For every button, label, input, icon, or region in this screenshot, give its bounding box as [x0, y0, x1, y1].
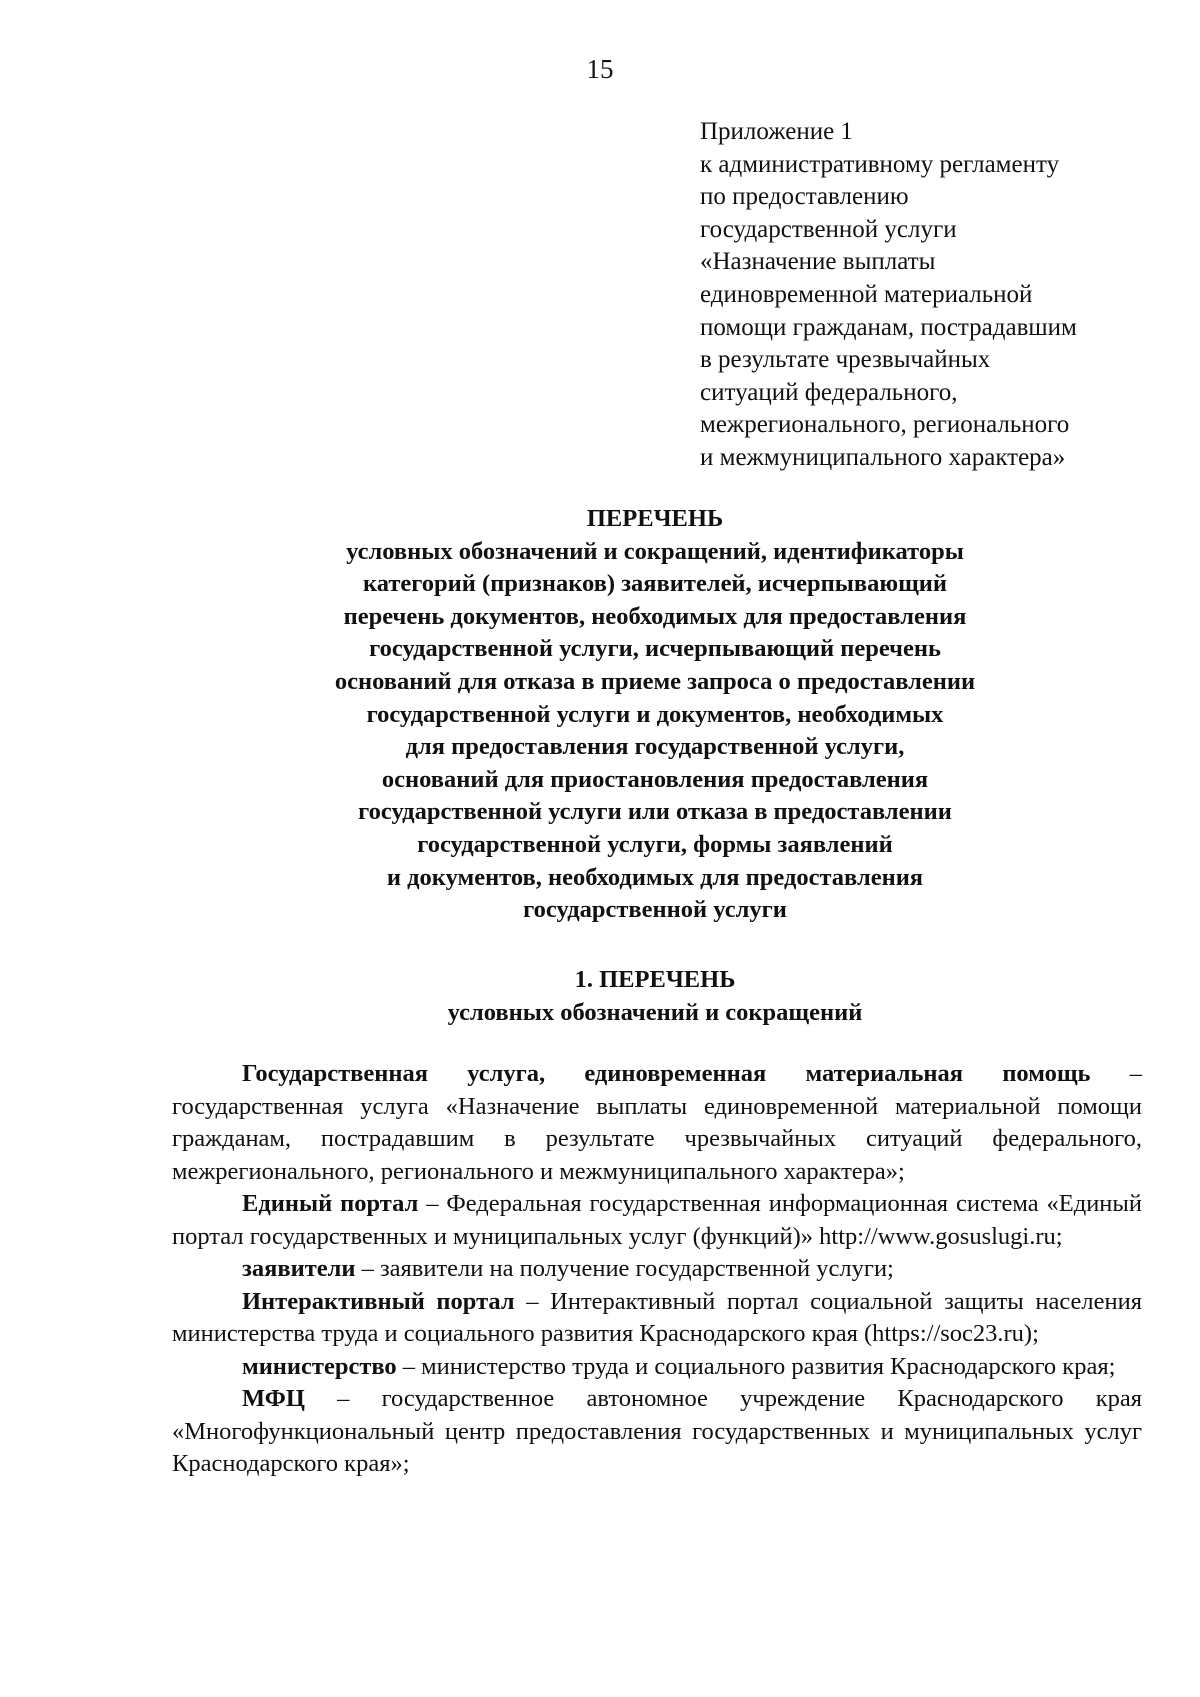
title-line: государственной услуги или отказа в предоставлении [358, 798, 952, 826]
definition-item [172, 1383, 1142, 1481]
definition-text: – государственное автономное учреждение Краснодарского края «Многофункциональный центр предоставления государственных и муниципальных услуг Краснодарского края»; [172, 1385, 1142, 1477]
definition-term: Интерактивный портал [242, 1287, 515, 1315]
title-line: государственной услуги, исчерпывающий перечень [369, 635, 941, 663]
appendix-line: государственной услуги [700, 215, 957, 243]
definition-text: – Интерактивный портал социальной защиты населения министерства труда и социального развития Краснодарского края (https://soc23.ru); [172, 1287, 1143, 1347]
title-line: и документов, необходимых для предоставления [386, 863, 924, 891]
definition-item [172, 1286, 1142, 1351]
section-heading: 1. ПЕРЕЧЕНЬ [574, 966, 736, 993]
title-line: оснований для приостановления предоставления [381, 765, 929, 793]
appendix-line: межрегионального, регионального [700, 411, 1070, 439]
definition-item [172, 1253, 1142, 1286]
definition-text: – заявители на получение государственной услуги; [355, 1255, 894, 1282]
definition-term: министерство [242, 1352, 397, 1380]
section-1-title [160, 963, 1150, 1029]
title-line: для предоставления государственной услуги, [405, 733, 905, 761]
appendix-line: Приложение 1 [700, 118, 853, 145]
appendix-line: «Назначение выплаты [700, 248, 936, 276]
title-line: категорий (признаков) заявителей, исчерпывающий [363, 570, 947, 598]
definition-term: заявители [242, 1255, 356, 1282]
title-line: условных обозначений и сокращений, идентификаторы [346, 537, 964, 565]
definition-term: Государственная услуга, единовременная материальная помощь [242, 1060, 1091, 1087]
title-line: государственной услуги, формы заявлений [417, 830, 893, 858]
definition-text: – министерство труда и социального развития Краснодарского края; [396, 1352, 1116, 1380]
appendix-line: ситуаций федерального, [700, 378, 958, 406]
definition-item [172, 1188, 1142, 1253]
definition-text: – государственная услуга «Назначение выплаты единовременной материальной помощи гражданам, пострадавшим в результате чрезвычайных ситуаций федерального, межрегионального, регионального и межмуниципального характера»; [172, 1060, 1142, 1185]
definition-item [172, 1058, 1142, 1188]
definition-term: Единый портал [242, 1190, 419, 1217]
definition-text: – Федеральная государственная информационная система «Единый портал государственных и муниципальных услуг (функций)» http://www.gosuslugi.ru; [172, 1190, 1142, 1250]
page-number: 15 [586, 54, 614, 84]
appendix-line: помощи гражданам, пострадавшим [700, 313, 1077, 341]
appendix-line: и межмуниципального характера» [700, 443, 1066, 471]
section-subheading: условных обозначений и сокращений [447, 999, 863, 1026]
title-line: государственной услуги [523, 896, 787, 924]
definition-term: МФЦ [242, 1385, 305, 1412]
appendix-line: единовременной материальной [700, 280, 1033, 308]
appendix-header [700, 116, 1180, 475]
appendix-line: по предоставлению [700, 183, 909, 211]
title-line: государственной услуги и документов, необходимых [366, 700, 944, 728]
appendix-line: в результате чрезвычайных [700, 346, 991, 374]
title-line: оснований для отказа в приеме запроса о предоставлении [334, 667, 976, 695]
title-line: перечень документов, необходимых для предоставления [343, 602, 967, 630]
title-line: ПЕРЕЧЕНЬ [586, 505, 724, 532]
definitions-list [172, 1058, 1142, 1481]
document-title [160, 503, 1150, 927]
definition-item [172, 1351, 1142, 1384]
appendix-line: к административному регламенту [700, 150, 1060, 178]
